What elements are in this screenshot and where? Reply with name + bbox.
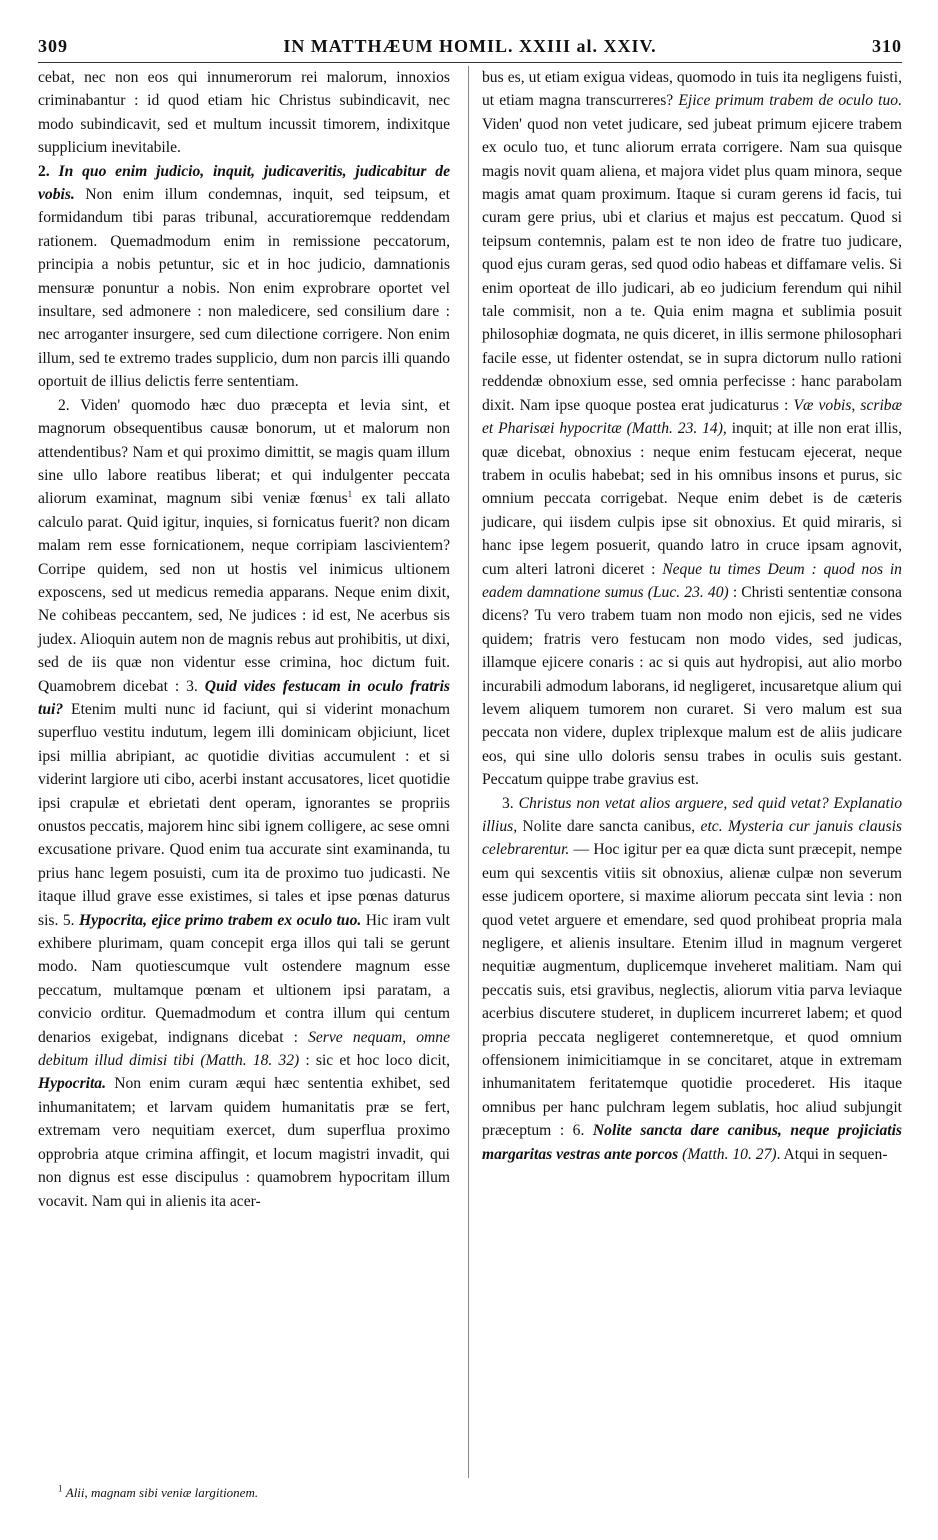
page-number-right: 310 xyxy=(872,36,902,56)
running-title: IN MATTHÆUM HOMIL. XXIII al. XXIV. xyxy=(283,36,657,56)
header-rule xyxy=(38,62,902,63)
page-header xyxy=(38,36,902,60)
paragraph: 2. Viden' quomodo hæc duo præcepta et levia sint, et magnorum obsequentibus causæ bonorum, ut et malorum non attendentibus? Nam et qui proximo dimittit, se magis quam illum sine ullo labore reatibus liberat; et qui indulgenter peccata aliorum examinat, magnum sibi veniæ fœnus$^1$ ex tali allato calculo parat. Quid igitur, inquies, si fornicatus fuerit? non dicam malam rem esse fornicationem, neque corripiam lascivientem? Corripe quidem, sed non ut hostis vel inimicus ultionem exposcens, sed ut medicus remedia apparans. Neque enim dixit, Ne cohibeas peccantem, sed, Ne judices : id est, Ne acerbus sis judex. Alioquin autem non de magnis rebus aut prohibitis, ut dixi, sed de iis quæ non videntur esse crimina, hoc dictum fuit. Quamobrem dicebat : 3. Quid vides festucam in oculo fratris tui? Etenim multi nunc id faciunt, qui si viderint monachum superfluo vestitu indutum, legem illi dominicam objiciunt, licet ipsi millia abripiant, ac quotidie divitias accumulent : et si viderint largiore uti cibo, acerbi instant accusatores, licet quotidie ipsi crapulæ et ebrietati dent operam, ignorantes se propriis onustos peccatis, majorem hinc sibi ignem colligere, ac sese omni excusatione privare. Quod enim tua accurate sint examinanda, tu prius hanc legem posuisti, cum ita de proximo tuo judicasti. Ne itaque illud grave esse existimes, si tales et ipse pœnas daturus sis. 5. Hypocrita, ejice primo trabem ex oculo tuo. Hic iram vult exhibere plurimam, quam concepit erga illos qui tali se gerunt modo. Nam quotiescumque vult ostendere magnum esse peccatum, multamque pœnam et ultionem ipsi paratam, a convicio orditur. Quemadmodum et contra illum qui centum denarios exigebat, indignans dicebat : Serve nequam, omne debitum illud dimisi tibi (Matth. 18. 32) : sic et hoc loco dicit, Hypocrita. Non enim curam æqui hæc sententia exhibet, sed inhumanitatem; et larvam quidem humanitatis præ se fert, extremam vero nequitiam exercet, dum superflua proximo opprobria atque crimina affingit, et locum magistri invadit, qui non dignus est esse discipulus : quamobrem hypocritam illum vocavit. Nam qui in alienis ita acer- xyxy=(38,396,451,1210)
paragraph: cebat, nec non eos qui innumerorum rei malorum, innoxios criminabantur : id quod etiam hic Christus subindicavit, nec modo subindicavit, sed et multum incussit timorem, indixitque supplicium inevitabile. xyxy=(38,69,450,157)
footnote-number: 1 xyxy=(58,1483,63,1494)
column-divider xyxy=(468,66,469,1478)
paragraph: 3. Christus non vetat alios arguere, sed quid vetat? Explanatio illius, Nolite dare sancta canibus, etc. Mysteria cur januis clausis celebrarentur. — Hoc igitur per ea quæ dicta sunt præcepit, nempe eum qui sexcentis vitiis sit obnoxius, alienæ culpæ non severum esse judicem oportere, si maxime aliorum peccata sint levia : non quod vetet arguere et emendare, sed quod prohibeat propria mala negligere, et alienis insultare. Etenim illud in magnum vergeret nequitiæ augmentum, duplicemque inveheret malitiam. Nam qui peccatis suis, etsi gravibus, neglectis, aliorum vitia parva leviaque acerbius discutere studeret, in duplicem incurreret labem; et quod propria peccata negligeret contemneretque, et quod omnium offensionem inimicitiamque in se concitaret, atque in extremam inhumanitatem feritatemque quotidie procederet. His itaque omnibus per hanc pulchram legem sublatis, hoc aliud subjungit præceptum : 6. Nolite sancta dare canibus, neque projiciatis margaritas vestras ante porcos (Matth. 10. 27). Atqui in sequen- xyxy=(482,794,902,1163)
right-column xyxy=(482,66,902,1166)
footnote-mark: 1 xyxy=(347,489,353,500)
footnote xyxy=(58,1484,448,1502)
paragraph: bus es, ut etiam exigua videas, quomodo in tuis ita negligens fuisti, ut etiam magna transcurreres? Ejice primum trabem de oculo tuo. Viden' quod non vetet judicare, sed jubeat primum ejicere trabem ex oculo tuo, et tunc aliorum errata corrigere. Nam sua quisque magis novit quam aliena, et majora videt plus quam minora, seque magis amat quam proximum. Itaque si curam gerens id facis, tui curam gere prius, ubi et clarius et majus est peccatum. Quod si teipsum contemnis, palam est te non ideo de fratre tuo judicare, quod ejus curam geras, sed quod odio habeas et diffamare velis. Si enim oporteat de illo judicari, ab eo judicium ferendum qui nihil tale commisit, non a te. Quia enim magna et sublimia posuit philosophiæ dogmata, ne quis diceret, in illis sermone philosophari facile esse, ut fidenter ostendat, se in supra dictorum nullo rationi reddendæ obnoxium esse, sed omnia perfecisse : hanc parabolam dixit. Nam ipse quoque postea erat judicaturus : Væ vobis, scribæ et Pharisæi hypocritæ (Matth. 23. 14), inquit; at ille non erat illis, quæ dicebat, obnoxius : neque enim festucam ejecerat, neque trabem in oculis habebat; sed in his omnibus insons et purus, sic omnium peccata corrigebat. Neque enim debet is de cæteris judicare, qui iisdem culpis ipse sit obnoxius. Et quid miraris, si hanc ipse legem posuerit, quando latro in cruce ipsam agnovit, cum alteri latroni diceret : Neque tu times Deum : quod nos in eadem damnatione sumus (Luc. 23. 40) : Christi sententiæ consona dicens? Tu vero trabem tuam non modo non ejicis, sed ne vides quidem; fratris vero festucam non modo vides, sed judicas, illamque ejicere conaris : ac si quis aut hydropisi, aut alio morbo incurabili admodum laborans, id negligeret, incusaretque alium qui levem aliquem tumorem non curaret. Si vero malum est sua peccata non videre, duplex triplexque malum est de aliis judicare eos, qui sine ullo doloris sensu trabes in oculis suis gestant. Peccatum quippe trabe gravius est. xyxy=(482,69,902,789)
left-column xyxy=(38,66,450,1213)
footnote-text: Alii, magnam sibi veniæ largitionem. xyxy=(65,1485,259,1500)
page-number-left: 309 xyxy=(38,36,68,56)
paragraph: 2. In quo enim judicio, inquit, judicaveritis, judicabitur de vobis. Non enim illum condemnas, inquit, sed teipsum, et formidandum tibi paras tribunal, accuratioremque reddendam rationem. Quemadmodum enim in remissione peccatorum, principia a nobis petuntur, sic et in hoc judicio, damnationis mensuræ ponuntur a nobis. Non enim exprobrare oportet vel insultare, sed admonere : non maledicere, sed consilium dare : nec arroganter insurgere, sed cum dilectione corrigere. Non enim illum, sed te extremo trades supplicio, dum non parcis illi quando oportuit de illius delictis ferre sententiam. xyxy=(38,162,450,391)
